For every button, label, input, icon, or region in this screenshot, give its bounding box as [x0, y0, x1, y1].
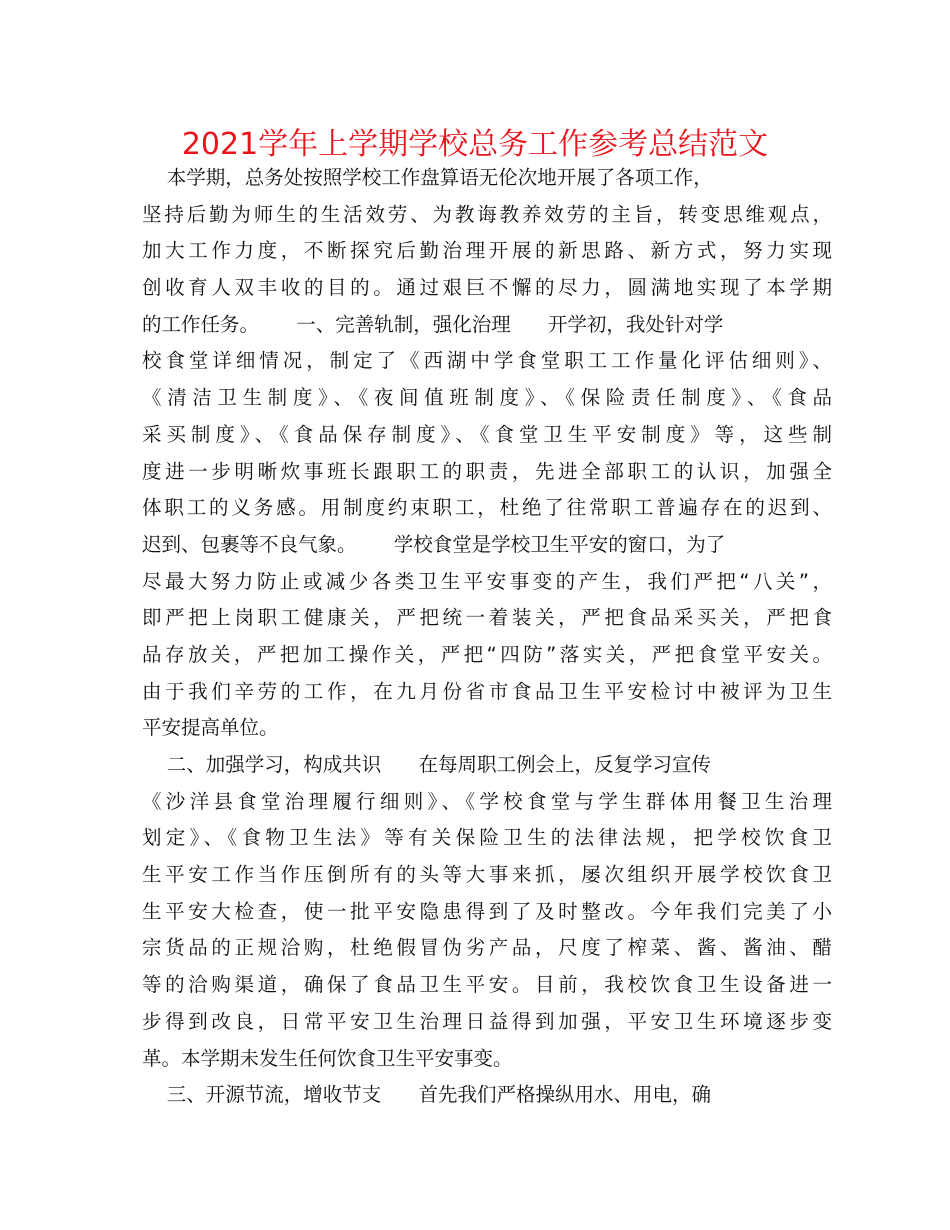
body-line: 等的洽购渠道，确保了食品卫生平安。目前，我校饮食卫生设备进一 — [142, 973, 832, 997]
body-line: 平安提高单位。 — [142, 716, 279, 740]
body-line: 划定》、《食物卫生法》等有关保险卫生的法律法规，把学校饮食卫 — [142, 826, 832, 850]
body-line: 步得到改良，日常平安卫生治理日益得到加强，平安卫生环境逐步变 — [142, 1009, 832, 1033]
body-line: 加大工作力度，不断探究后勤治理开展的新思路、新方式，努力实现 — [142, 239, 832, 263]
body-line: 二、加强学习，构成共识 在每周职工例会上，反复学习宣传 — [142, 753, 711, 776]
body-line: 度进一步明晰炊事班长跟职工的职责，先进全部职工的认识，加强全 — [142, 459, 832, 483]
document-title: 2021学年上学期学校总务工作参考总结范文 — [181, 127, 769, 162]
body-line: 的工作任务。 一、完善轨制，强化治理 开学初，我处针对学 — [142, 312, 724, 336]
body-line: 革。本学期未发生任何饮食卫生平安事变。 — [142, 1046, 513, 1070]
body-line: 《清洁卫生制度》、《夜间值班制度》、《保险责任制度》、《食品 — [142, 386, 832, 410]
document-body — [142, 160, 832, 1114]
body-line: 生平安工作当作压倒所有的头等大事来抓，屡次组织开展学校饮食卫 — [142, 863, 832, 887]
body-line: 《沙洋县食堂治理履行细则》、《学校食堂与学生群体用餐卫生治理 — [142, 789, 832, 813]
body-line: 创收育人双丰收的目的。通过艰巨不懈的尽力，圆满地实现了本学期 — [142, 276, 832, 300]
body-line: 体职工的义务感。用制度约束职工，杜绝了往常职工普遍存在的迟到、 — [142, 496, 832, 520]
body-line: 迟到、包裹等不良气象。 学校食堂是学校卫生平安的窗口，为了 — [142, 532, 726, 556]
body-line: 生平安大检查，使一批平安隐患得到了及时整改。今年我们完美了小 — [142, 899, 832, 923]
body-line: 品存放关，严把加工操作关，严把“四防”落实关，严把食堂平安关。 — [142, 642, 832, 666]
body-line: 即严把上岗职工健康关，严把统一着装关，严把食品采买关，严把食 — [142, 606, 832, 630]
body-line: 采买制度》、《食品保存制度》、《食堂卫生平安制度》等，这些制 — [142, 422, 832, 446]
body-line: 宗货品的正规洽购，杜绝假冒伪劣产品，尺度了榨菜、酱、酱油、醋 — [142, 936, 832, 960]
body-line: 坚持后勤为师生的生活效劳、为教诲教养效劳的主旨，转变思维观点， — [142, 202, 832, 226]
body-line: 尽最大努力防止或减少各类卫生平安事变的产生，我们严把“八关”， — [142, 569, 832, 593]
body-line: 三、开源节流，增收节支 首先我们严格操纵用水、用电，确 — [142, 1083, 711, 1107]
body-line: 由于我们辛劳的工作，在九月份省市食品卫生平安检讨中被评为卫生 — [142, 679, 832, 703]
body-line: 本学期，总务处按照学校工作盘算语无伦次地开展了各项工作， — [142, 166, 713, 189]
body-line: 校食堂详细情况，制定了《西湖中学食堂职工工作量化评估细则》、 — [142, 349, 832, 373]
